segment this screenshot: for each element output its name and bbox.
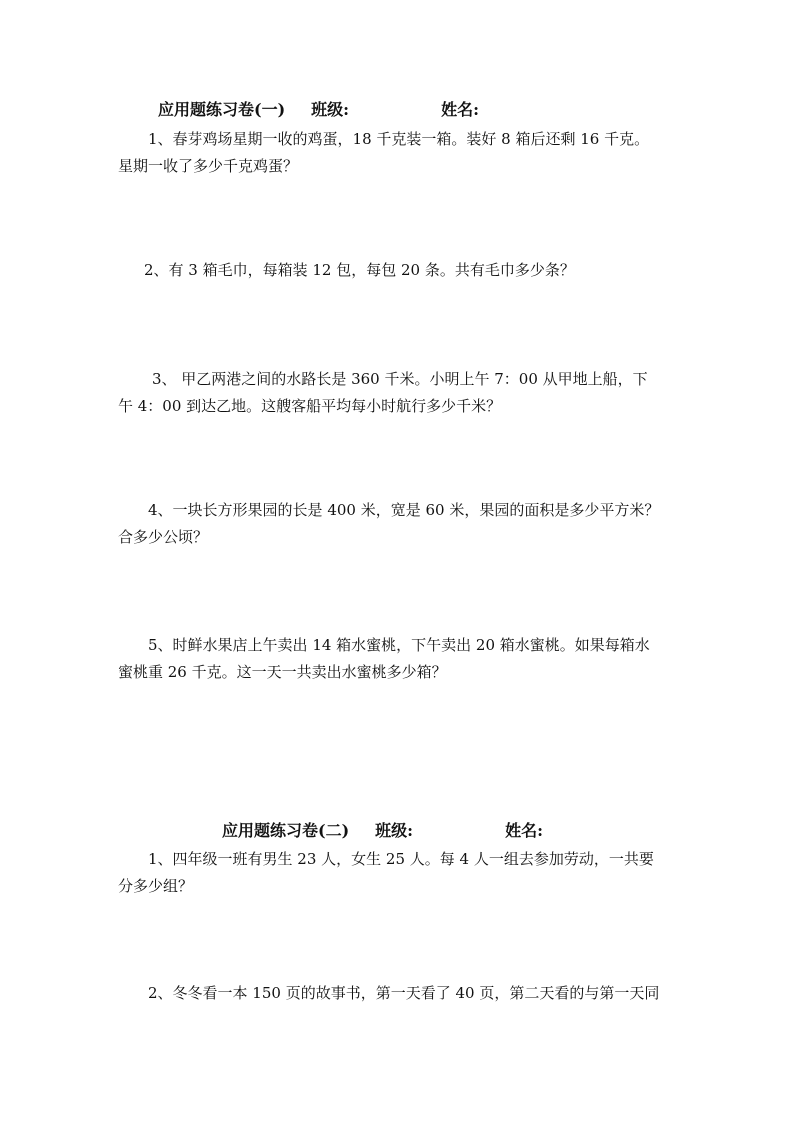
question-line: 3、 甲乙两港之间的水路长是 360 千米。小明上午 7：00 从甲地上船，下 xyxy=(152,370,648,388)
sheet1-name-label: 姓名: xyxy=(441,100,479,119)
sheet2-question-1 xyxy=(118,846,688,900)
question-line: 分多少组？ xyxy=(118,877,194,895)
sheet2-question-2 xyxy=(118,980,688,1007)
question-line: 1、春芽鸡场星期一收的鸡蛋，18 千克装一箱。装好 8 箱后还剩 16 千克。 xyxy=(148,130,650,148)
question-line: 4、一块长方形果园的长是 400 米，宽是 60 米，果园的面积是多少平方米？ xyxy=(148,501,660,519)
sheet1-title: 应用题练习卷(一) xyxy=(158,100,286,119)
question-line: 1、四年级一班有男生 23 人，女生 25 人。每 4 人一组去参加劳动，一共要 xyxy=(148,850,654,868)
question-line: 2、有 3 箱毛巾，每箱装 12 包，每包 20 条。共有毛巾多少条？ xyxy=(144,261,575,279)
question-line: 午 4：00 到达乙地。这艘客船平均每小时航行多少千米？ xyxy=(118,397,502,415)
sheet1-question-4 xyxy=(118,497,688,551)
sheet2-title: 应用题练习卷(二) xyxy=(222,821,350,840)
question-line: 星期一收了多少千克鸡蛋？ xyxy=(118,157,299,175)
question-line: 2、冬冬看一本 150 页的故事书，第一天看了 40 页，第二天看的与第一天同 xyxy=(148,984,660,1002)
sheet2-title-row xyxy=(222,821,543,841)
question-line: 合多少公顷？ xyxy=(118,528,209,546)
sheet1-question-3 xyxy=(118,366,688,420)
sheet1-question-2 xyxy=(118,257,688,284)
sheet1-question-1 xyxy=(118,126,688,180)
sheet1-title-row xyxy=(158,100,479,120)
question-line: 蜜桃重 26 千克。这一天一共卖出水蜜桃多少箱？ xyxy=(118,663,447,681)
sheet2-name-label: 姓名: xyxy=(505,821,543,840)
sheet1-question-5 xyxy=(118,632,688,686)
sheet2-class-label: 班级: xyxy=(375,821,414,840)
question-line: 5、时鲜水果店上午卖出 14 箱水蜜桃，下午卖出 20 箱水蜜桃。如果每箱水 xyxy=(148,636,650,654)
sheet1-class-label: 班级: xyxy=(311,100,350,119)
